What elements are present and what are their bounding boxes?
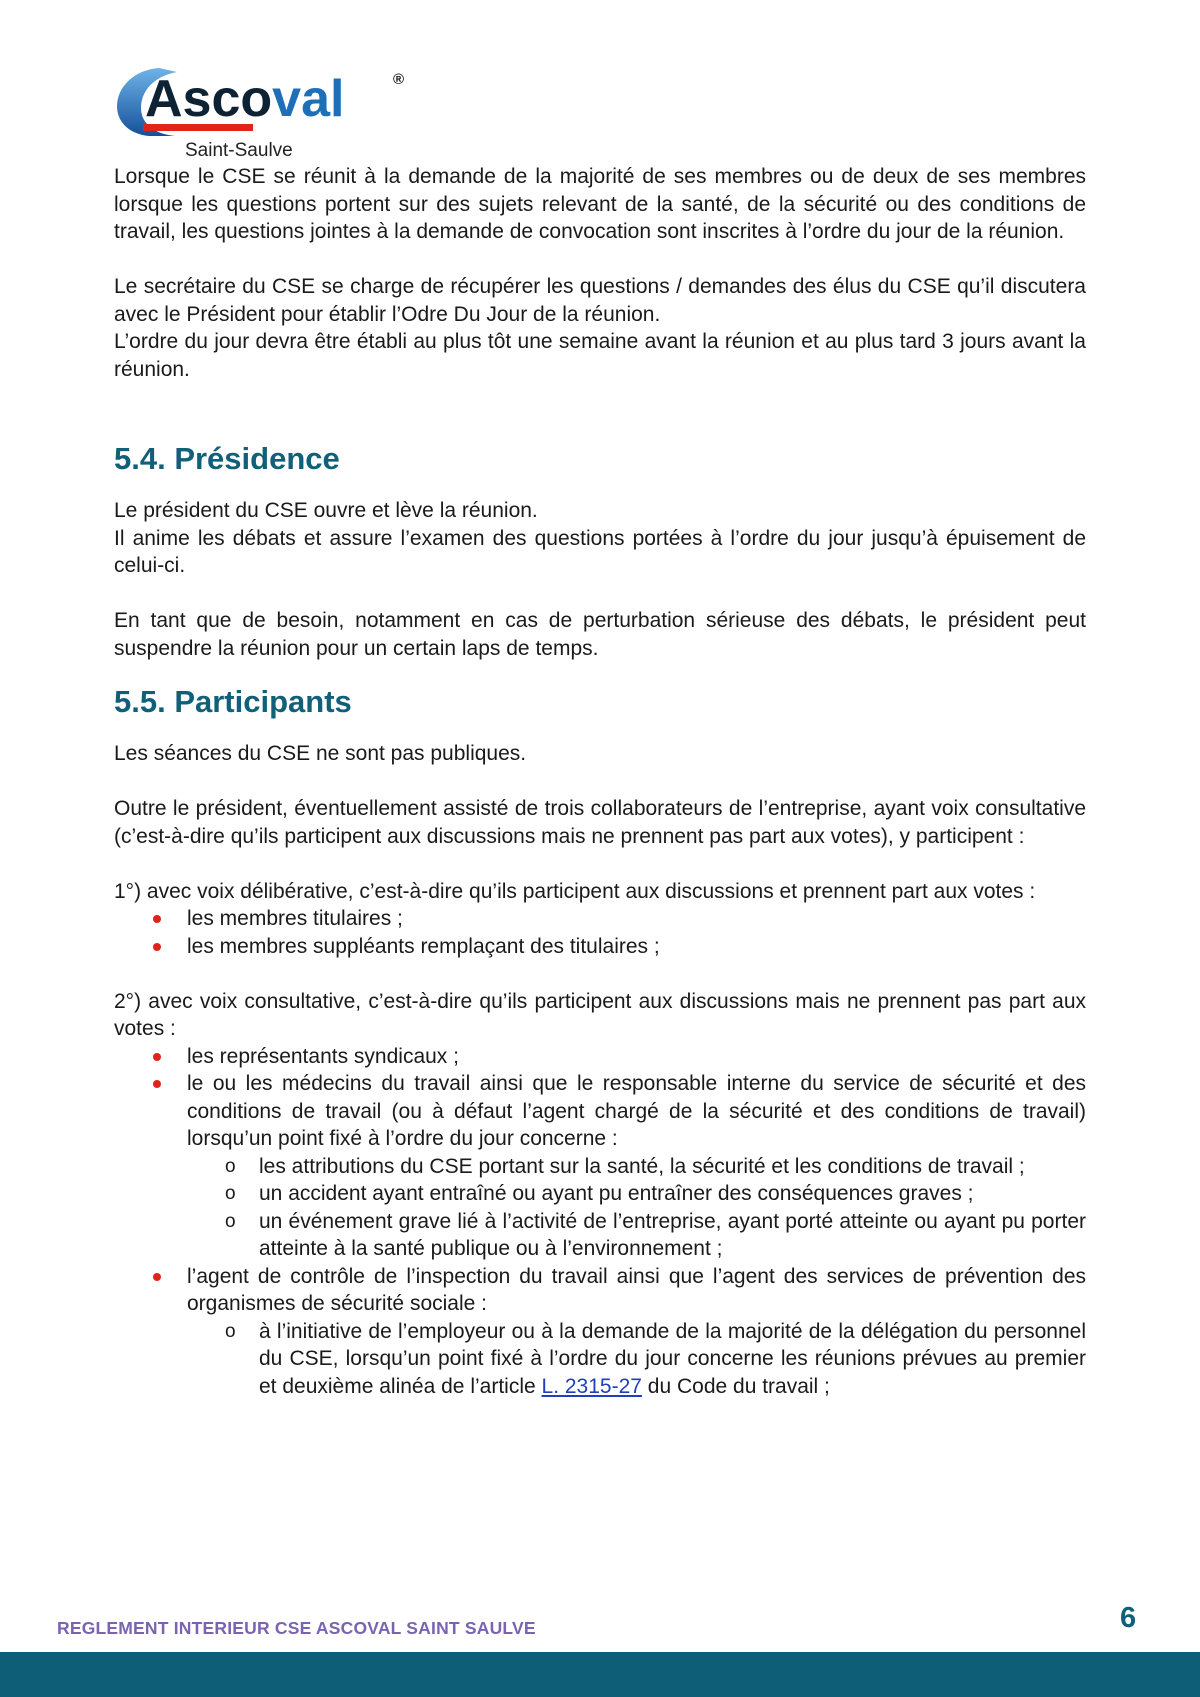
paragraph-voix-deliberative: 1°) avec voix délibérative, c’est-à-dire qu’ils participent aux discussions et prennent part aux votes :	[114, 879, 1036, 903]
article-link[interactable]: L. 2315-27	[541, 1374, 642, 1398]
paragraph-outre-president: Outre le président, éventuellement assisté de trois collaborateurs de l’entreprise, ayant voix consultative (c’est-à-dire qu’ils participent aux discussions mais ne prennent pas part aux votes), y participent :	[114, 797, 1086, 848]
sublist-agent-controle	[187, 1318, 1086, 1401]
footer-bar	[0, 1652, 1200, 1697]
sublist-medecins	[187, 1153, 1086, 1263]
list-item: les représentants syndicaux ;	[114, 1043, 1086, 1071]
list-item: les membres titulaires ;	[114, 905, 1086, 933]
sublist-text-after-link: du Code du travail ;	[647, 1374, 830, 1398]
paragraph-president-anime: Il anime les débats et assure l’examen des questions portées à l’ordre du jour jusqu’à épuisement de celui-ci.	[114, 526, 1086, 577]
company-logo	[115, 64, 415, 164]
list-voix-consultative	[114, 1043, 1086, 1401]
sublist-item: o un accident ayant entraîné ou ayant pu entraîner des conséquences graves ;	[187, 1180, 1086, 1208]
page-number: 6	[1120, 1602, 1137, 1634]
document-body	[114, 163, 1086, 1400]
logo-subtitle: Saint-Saulve	[185, 140, 293, 161]
section-title-presidence: 5.4. Présidence	[114, 441, 340, 476]
section-title-participants: 5.5. Participants	[114, 684, 352, 719]
list-item: les membres suppléants remplaçant des titulaires ;	[114, 933, 1086, 961]
list-item-text: le ou les médecins du travail ainsi que le responsable interne du service de sécurité et des conditions de travail (ou à défaut l’agent chargé de la sécurité et des conditions de travail) lorsqu’un point fixé à l’ordre du jour concerne :	[187, 1072, 1086, 1150]
paragraph-seances: Les séances du CSE ne sont pas publiques.	[114, 742, 527, 765]
list-item-text: l’agent de contrôle de l’inspection du travail ainsi que l’agent des services de prévention des organismes de sécurité sociale :	[187, 1264, 1086, 1315]
sublist-item	[187, 1318, 1086, 1401]
paragraph-president-suspend: En tant que de besoin, notamment en cas de perturbation sérieuse des débats, le président peut suspendre la réunion pour un certain laps de temps.	[114, 609, 1086, 660]
logo-text-ascoval: Ascoval	[145, 70, 345, 128]
paragraph-secretaire: Le secrétaire du CSE se charge de récupérer les questions / demandes des élus du CSE qu’il discutera avec le Président pour établir l’Odre Du Jour de la réunion.	[114, 275, 1086, 326]
list-voix-deliberative	[114, 905, 1086, 960]
list-item	[114, 1263, 1086, 1401]
footer-document-title: REGLEMENT INTERIEUR CSE ASCOVAL SAINT SAULVE	[57, 1618, 536, 1638]
paragraph-ordre-du-jour: L’ordre du jour devra être établi au plus tôt une semaine avant la réunion et au plus tard 3 jours avant la réunion.	[114, 330, 1086, 381]
registered-mark: ®	[393, 71, 405, 88]
sublist-item: o les attributions du CSE portant sur la santé, la sécurité et les conditions de travail ;	[187, 1153, 1086, 1181]
list-item	[114, 1070, 1086, 1263]
paragraph-president-ouvre: Le président du CSE ouvre et lève la réunion.	[114, 499, 538, 522]
ascoval-logo-graphic	[115, 64, 415, 144]
paragraph-cse-reunion: Lorsque le CSE se réunit à la demande de la majorité de ses membres ou de deux de ses membres lorsque les questions portent sur des sujets relevant de la santé, de la sécurité ou des conditions de travail, les questions jointes à la demande de convocation sont inscrites à l’ordre du jour de la réunion.	[114, 165, 1086, 243]
sublist-text-before-link: à l’initiative de l’employeur ou à la demande de la majorité de la délégation du personnel du CSE, lorsqu’un point fixé à l’ordre du jour concerne les réunions prévues au premier et deuxième alinéa de l’article	[259, 1319, 1086, 1398]
paragraph-voix-consultative: 2°) avec voix consultative, c’est-à-dire qu’ils participent aux discussions mais ne prennent pas part aux votes :	[114, 989, 1086, 1040]
sublist-item: o un événement grave lié à l’activité de l’entreprise, ayant porté atteinte ou ayant pu porter atteinte à la santé publique ou à l’environnement ;	[187, 1208, 1086, 1263]
